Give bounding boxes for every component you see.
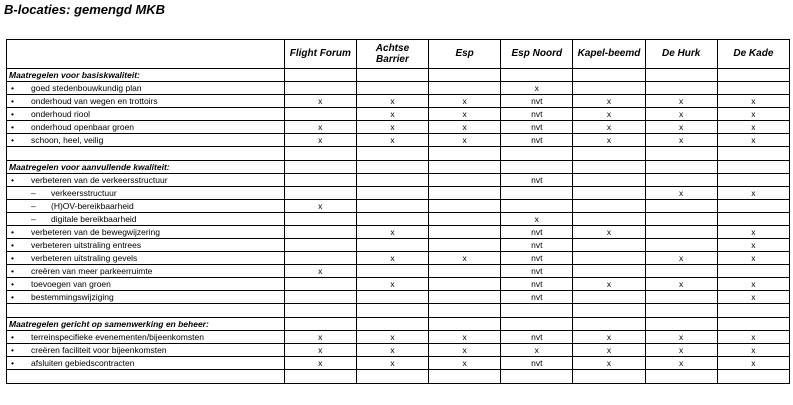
table-row <box>7 95 790 108</box>
row-label-cell <box>7 82 285 95</box>
empty-cell <box>645 147 717 161</box>
empty-cell <box>501 318 573 331</box>
bullet-marker: • <box>11 253 14 263</box>
value-cell: x <box>284 95 356 108</box>
empty-cell <box>717 147 789 161</box>
value-cell: x <box>573 95 645 108</box>
value-cell <box>429 174 501 187</box>
table-row <box>7 174 790 187</box>
value-cell: x <box>429 108 501 121</box>
row-label-cell <box>7 265 285 278</box>
value-cell: x <box>429 95 501 108</box>
empty-cell <box>717 161 789 174</box>
page-title: B-locaties: gemengd MKB <box>4 2 166 17</box>
value-cell: x <box>356 108 428 121</box>
table-row <box>7 226 790 239</box>
row-label-cell <box>7 331 285 344</box>
bullet-marker: • <box>11 332 14 342</box>
empty-cell <box>429 318 501 331</box>
table-row <box>7 121 790 134</box>
value-cell: x <box>645 344 717 357</box>
value-cell: x <box>717 278 789 291</box>
empty-cell <box>284 370 356 384</box>
empty-cell <box>429 161 501 174</box>
value-cell <box>573 187 645 200</box>
value-cell <box>429 200 501 213</box>
table-row <box>7 265 790 278</box>
row-label: schoon, heel, veilig <box>31 135 104 145</box>
table-row <box>7 291 790 304</box>
header-blank-cell <box>7 40 285 69</box>
bullet-marker: • <box>11 175 14 185</box>
value-cell <box>501 187 573 200</box>
row-label-cell <box>7 174 285 187</box>
value-cell <box>284 278 356 291</box>
row-label: verbeteren uitstraling entrees <box>31 240 142 250</box>
empty-cell <box>356 69 428 82</box>
bullet-marker: • <box>11 83 14 93</box>
value-cell: nvt <box>501 291 573 304</box>
table-row <box>7 187 790 200</box>
value-cell: x <box>645 357 717 370</box>
row-label-cell <box>7 95 285 108</box>
spacer-row <box>7 370 790 384</box>
value-cell: x <box>429 357 501 370</box>
empty-cell <box>573 161 645 174</box>
column-header: Flight Forum <box>284 40 356 69</box>
spacer-row <box>7 147 790 161</box>
section-heading: Maatregelen voor basiskwaliteit: <box>7 69 285 82</box>
value-cell <box>645 291 717 304</box>
value-cell: x <box>429 344 501 357</box>
value-cell <box>573 291 645 304</box>
value-cell: x <box>645 252 717 265</box>
empty-cell <box>501 304 573 318</box>
row-label: verbeteren uitstraling gevels <box>31 253 138 263</box>
value-cell: x <box>717 121 789 134</box>
value-cell <box>573 239 645 252</box>
value-cell <box>429 213 501 226</box>
empty-cell <box>356 147 428 161</box>
empty-cell <box>717 304 789 318</box>
value-cell: x <box>573 108 645 121</box>
dash-marker: – <box>31 188 36 198</box>
value-cell: x <box>645 95 717 108</box>
value-cell: x <box>717 187 789 200</box>
value-cell: nvt <box>501 252 573 265</box>
bullet-marker: • <box>11 109 14 119</box>
value-cell: x <box>284 121 356 134</box>
value-cell <box>573 82 645 95</box>
row-label: digitale bereikbaarheid <box>51 214 137 224</box>
row-label: verbeteren van de verkeersstructuur <box>31 175 168 185</box>
row-label: onderhoud openbaar groen <box>31 122 135 132</box>
value-cell <box>284 108 356 121</box>
bullet-marker: • <box>11 135 14 145</box>
row-label: bestemmingswijziging <box>31 292 114 302</box>
empty-cell <box>356 304 428 318</box>
empty-cell <box>429 69 501 82</box>
empty-cell <box>501 370 573 384</box>
empty-cell <box>429 304 501 318</box>
row-label-cell <box>7 344 285 357</box>
empty-cell <box>284 304 356 318</box>
value-cell <box>717 82 789 95</box>
empty-cell <box>284 161 356 174</box>
value-cell <box>356 200 428 213</box>
row-label-cell <box>7 200 285 213</box>
value-cell <box>573 200 645 213</box>
value-cell: x <box>429 252 501 265</box>
value-cell: x <box>717 291 789 304</box>
value-cell: x <box>717 344 789 357</box>
value-cell: x <box>645 121 717 134</box>
value-cell <box>356 291 428 304</box>
empty-cell <box>573 304 645 318</box>
row-label: (H)OV-bereikbaarheid <box>51 201 134 211</box>
value-cell: x <box>717 239 789 252</box>
table-row <box>7 239 790 252</box>
value-cell <box>717 200 789 213</box>
row-label: onderhoud riool <box>31 109 91 119</box>
empty-cell <box>645 318 717 331</box>
row-label-cell <box>7 357 285 370</box>
row-label: creëren faciliteit voor bijeenkomsten <box>31 345 167 355</box>
bullet-marker: • <box>11 358 14 368</box>
column-header: De Hurk <box>645 40 717 69</box>
value-cell <box>645 265 717 278</box>
value-cell: x <box>284 265 356 278</box>
value-cell <box>573 252 645 265</box>
value-cell: nvt <box>501 121 573 134</box>
value-cell: x <box>284 357 356 370</box>
value-cell <box>573 265 645 278</box>
value-cell: x <box>356 331 428 344</box>
section-heading-row <box>7 161 790 174</box>
row-label-cell <box>7 278 285 291</box>
value-cell: x <box>645 134 717 147</box>
value-cell <box>429 278 501 291</box>
column-header: Esp <box>429 40 501 69</box>
value-cell <box>645 213 717 226</box>
empty-cell <box>645 161 717 174</box>
empty-cell <box>501 147 573 161</box>
section-heading-row <box>7 69 790 82</box>
row-label-cell <box>7 187 285 200</box>
value-cell <box>429 226 501 239</box>
empty-cell <box>573 147 645 161</box>
value-cell <box>717 174 789 187</box>
value-cell <box>645 174 717 187</box>
dash-marker: – <box>31 201 36 211</box>
value-cell: x <box>501 213 573 226</box>
row-label: verkeersstructuur <box>51 188 117 198</box>
table-row <box>7 134 790 147</box>
value-cell: x <box>284 344 356 357</box>
value-cell <box>429 291 501 304</box>
column-header: Kapel-beemd <box>573 40 645 69</box>
bullet-marker: • <box>11 345 14 355</box>
value-cell: x <box>645 278 717 291</box>
value-cell: x <box>573 121 645 134</box>
value-cell: x <box>501 344 573 357</box>
empty-cell <box>356 370 428 384</box>
value-cell <box>356 213 428 226</box>
row-label-cell <box>7 239 285 252</box>
value-cell: x <box>573 134 645 147</box>
bullet-marker: • <box>11 122 14 132</box>
value-cell <box>356 174 428 187</box>
bullet-marker: • <box>11 292 14 302</box>
value-cell: x <box>356 344 428 357</box>
value-cell: x <box>284 134 356 147</box>
value-cell <box>356 82 428 95</box>
value-cell <box>429 239 501 252</box>
table-row <box>7 357 790 370</box>
value-cell: x <box>717 108 789 121</box>
value-cell: x <box>429 331 501 344</box>
value-cell: nvt <box>501 174 573 187</box>
row-label: afsluiten gebiedscontracten <box>31 358 135 368</box>
dash-marker: – <box>31 214 36 224</box>
empty-cell <box>501 161 573 174</box>
value-cell <box>356 187 428 200</box>
table-row <box>7 331 790 344</box>
section-heading: Maatregelen gericht op samenwerking en beheer: <box>7 318 285 331</box>
empty-cell <box>7 147 285 161</box>
header-row <box>7 40 790 69</box>
row-label: creëren van meer parkeerruimte <box>31 266 153 276</box>
value-cell <box>284 239 356 252</box>
value-cell: x <box>501 82 573 95</box>
section-heading-row <box>7 318 790 331</box>
table-row <box>7 108 790 121</box>
value-cell <box>284 82 356 95</box>
value-cell <box>284 213 356 226</box>
value-cell <box>573 213 645 226</box>
row-label-cell <box>7 121 285 134</box>
row-label: goed stedenbouwkundig plan <box>31 83 142 93</box>
row-label: terreinspecifieke evenementen/bijeenkomsten <box>31 332 204 342</box>
value-cell: x <box>356 278 428 291</box>
bullet-marker: • <box>11 96 14 106</box>
empty-cell <box>284 318 356 331</box>
value-cell <box>645 226 717 239</box>
value-cell: x <box>645 108 717 121</box>
value-cell: nvt <box>501 95 573 108</box>
table-row <box>7 278 790 291</box>
table-body <box>7 69 790 384</box>
value-cell: x <box>573 344 645 357</box>
value-cell: nvt <box>501 134 573 147</box>
value-cell: x <box>717 252 789 265</box>
value-cell: x <box>717 357 789 370</box>
value-cell <box>501 200 573 213</box>
row-label-cell <box>7 108 285 121</box>
empty-cell <box>717 69 789 82</box>
value-cell: x <box>284 331 356 344</box>
value-cell: nvt <box>501 226 573 239</box>
row-label: toevoegen van groen <box>31 279 111 289</box>
empty-cell <box>429 147 501 161</box>
row-label-cell <box>7 291 285 304</box>
bullet-marker: • <box>11 279 14 289</box>
value-cell: x <box>645 331 717 344</box>
bullet-marker: • <box>11 266 14 276</box>
empty-cell <box>356 161 428 174</box>
value-cell: x <box>356 95 428 108</box>
value-cell <box>717 265 789 278</box>
value-cell: x <box>573 226 645 239</box>
empty-cell <box>429 370 501 384</box>
table-row <box>7 252 790 265</box>
value-cell: x <box>429 121 501 134</box>
empty-cell <box>356 318 428 331</box>
value-cell: x <box>573 278 645 291</box>
row-label-cell <box>7 226 285 239</box>
value-cell <box>356 265 428 278</box>
value-cell: x <box>573 331 645 344</box>
value-cell: x <box>717 134 789 147</box>
empty-cell <box>717 370 789 384</box>
value-cell <box>429 265 501 278</box>
value-cell <box>645 239 717 252</box>
spacer-row <box>7 304 790 318</box>
table-row <box>7 82 790 95</box>
empty-cell <box>7 370 285 384</box>
value-cell <box>429 82 501 95</box>
value-cell <box>284 187 356 200</box>
section-heading: Maatregelen voor aanvullende kwaliteit: <box>7 161 285 174</box>
table-row <box>7 213 790 226</box>
empty-cell <box>717 318 789 331</box>
column-header: De Kade <box>717 40 789 69</box>
value-cell: x <box>717 95 789 108</box>
column-header: Esp Noord <box>501 40 573 69</box>
empty-cell <box>7 304 285 318</box>
value-cell: x <box>356 121 428 134</box>
bullet-marker: • <box>11 240 14 250</box>
empty-cell <box>573 318 645 331</box>
value-cell: nvt <box>501 239 573 252</box>
value-cell: x <box>429 134 501 147</box>
empty-cell <box>501 69 573 82</box>
value-cell: nvt <box>501 331 573 344</box>
empty-cell <box>284 69 356 82</box>
value-cell <box>284 174 356 187</box>
value-cell: x <box>717 226 789 239</box>
value-cell: x <box>573 357 645 370</box>
value-cell: x <box>356 357 428 370</box>
value-cell <box>356 239 428 252</box>
empty-cell <box>284 147 356 161</box>
column-header: Achtse Barrier <box>356 40 428 69</box>
value-cell <box>284 291 356 304</box>
row-label: onderhoud van wegen en trottoirs <box>31 96 158 106</box>
value-cell <box>645 82 717 95</box>
value-cell <box>645 200 717 213</box>
value-cell: nvt <box>501 278 573 291</box>
empty-cell <box>573 370 645 384</box>
value-cell <box>429 187 501 200</box>
value-cell: x <box>356 252 428 265</box>
table-row <box>7 344 790 357</box>
empty-cell <box>645 370 717 384</box>
value-cell: nvt <box>501 357 573 370</box>
value-cell: x <box>356 134 428 147</box>
value-cell: x <box>645 187 717 200</box>
value-cell: x <box>356 226 428 239</box>
row-label-cell <box>7 213 285 226</box>
value-cell <box>284 226 356 239</box>
value-cell <box>717 213 789 226</box>
empty-cell <box>645 69 717 82</box>
row-label-cell <box>7 252 285 265</box>
row-label: verbeteren van de bewegwijzering <box>31 227 160 237</box>
measures-table <box>6 39 790 384</box>
empty-cell <box>645 304 717 318</box>
bullet-marker: • <box>11 227 14 237</box>
value-cell: nvt <box>501 265 573 278</box>
table-row <box>7 200 790 213</box>
empty-cell <box>573 69 645 82</box>
value-cell: x <box>284 200 356 213</box>
value-cell: x <box>717 331 789 344</box>
value-cell <box>284 252 356 265</box>
value-cell: nvt <box>501 108 573 121</box>
row-label-cell <box>7 134 285 147</box>
value-cell <box>573 174 645 187</box>
